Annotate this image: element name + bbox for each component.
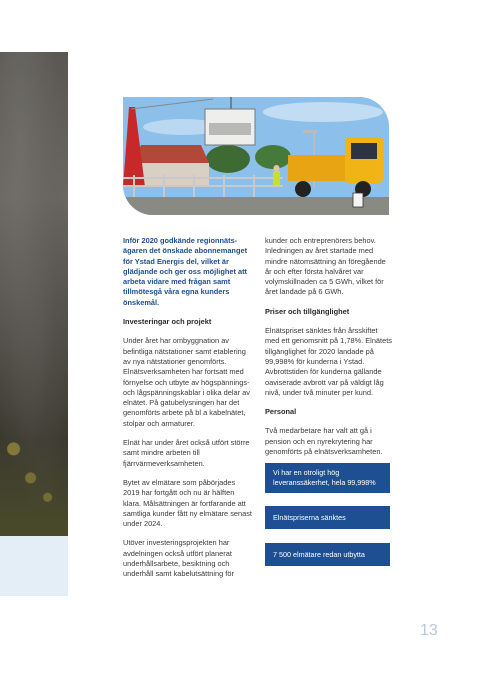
callout-text: Elnätspriserna sänktes — [273, 512, 346, 522]
hero-photo-crane-truck — [123, 97, 389, 215]
paragraph: Elnätspriset sänktes från årsskiftet med ett genomsnitt på 1,78%. Elnätets tillgänglighet för 2020 landade på 99,998% för kunderna i Ystad. Avbrottstiden för kunderna gällande oaviserade avbrott var på väldigt låg nivå, under två minuter per kund. — [265, 326, 392, 397]
callout-elmatare — [265, 543, 390, 566]
heading-priser: Priser och tillgänglighet — [265, 306, 350, 316]
paragraph: Utöver investeringsprojekten har avdelningen också utfört planerat underhållsarbete, besiktning och underhåll samt kabelutsättning för — [123, 538, 234, 579]
page-number: 13 — [420, 622, 438, 639]
callout-text: 7 500 elmätare redan utbytta — [273, 549, 365, 559]
paragraph: kunder och entreprenörers behov. Inledningen av året startade med mindre nätomsättning än föregående år och efter första halvåret var volymskillnaden ca 5 GWh, vilket för året landade på 6 GWh. — [265, 236, 386, 297]
callout-elnatspriser — [265, 506, 390, 529]
callout-text: Vi har en otroligt hög leveranssäkerhet, hela 99,998% — [273, 468, 376, 487]
text-column-left — [123, 236, 253, 589]
intro-paragraph: Inför 2020 godkände regionnätsägaren det önskade abonnemanget för Ystad Energis del, vilket är glädjande och ger oss möjlighet att arbeta vidare med frågan samt tillmötesgå våra egna kunders önskemål. — [123, 236, 248, 307]
text-column-right — [265, 236, 392, 466]
side-color-block — [0, 536, 68, 596]
heading-personal: Personal — [265, 407, 297, 417]
paragraph: Under året har ombyggnation av befintliga nätstationer samt etablering av nya nätstationer genomförts. Elnätsverksamheten har fortsatt med förnyelse och utbyte av högspännings- och lågspänningskablar i olika delar av elnätet. På gatubelysningen har det genomförts arbete på bl a kabelnätet, stolpar och armaturer. — [123, 336, 250, 428]
side-photo-wall — [0, 52, 68, 536]
callout-leveranssakerhet — [265, 463, 390, 493]
heading-investeringar: Investeringar och projekt — [123, 317, 212, 327]
paragraph: Elnät har under året också utfört större samt mindre arbeten till fjärrvärmeverksamheten. — [123, 438, 250, 468]
paragraph: Två medarbetare har valt att gå i pension och en nyrekrytering har genomförts på elnätsverksamheten. — [265, 426, 383, 457]
paragraph: Bytet av elmätare som påbörjades 2019 har fortgått och nu är hälften klara. Målsättningen är fortfarande att samtliga kunder fått ny elmätare senast under 2024. — [123, 477, 252, 529]
